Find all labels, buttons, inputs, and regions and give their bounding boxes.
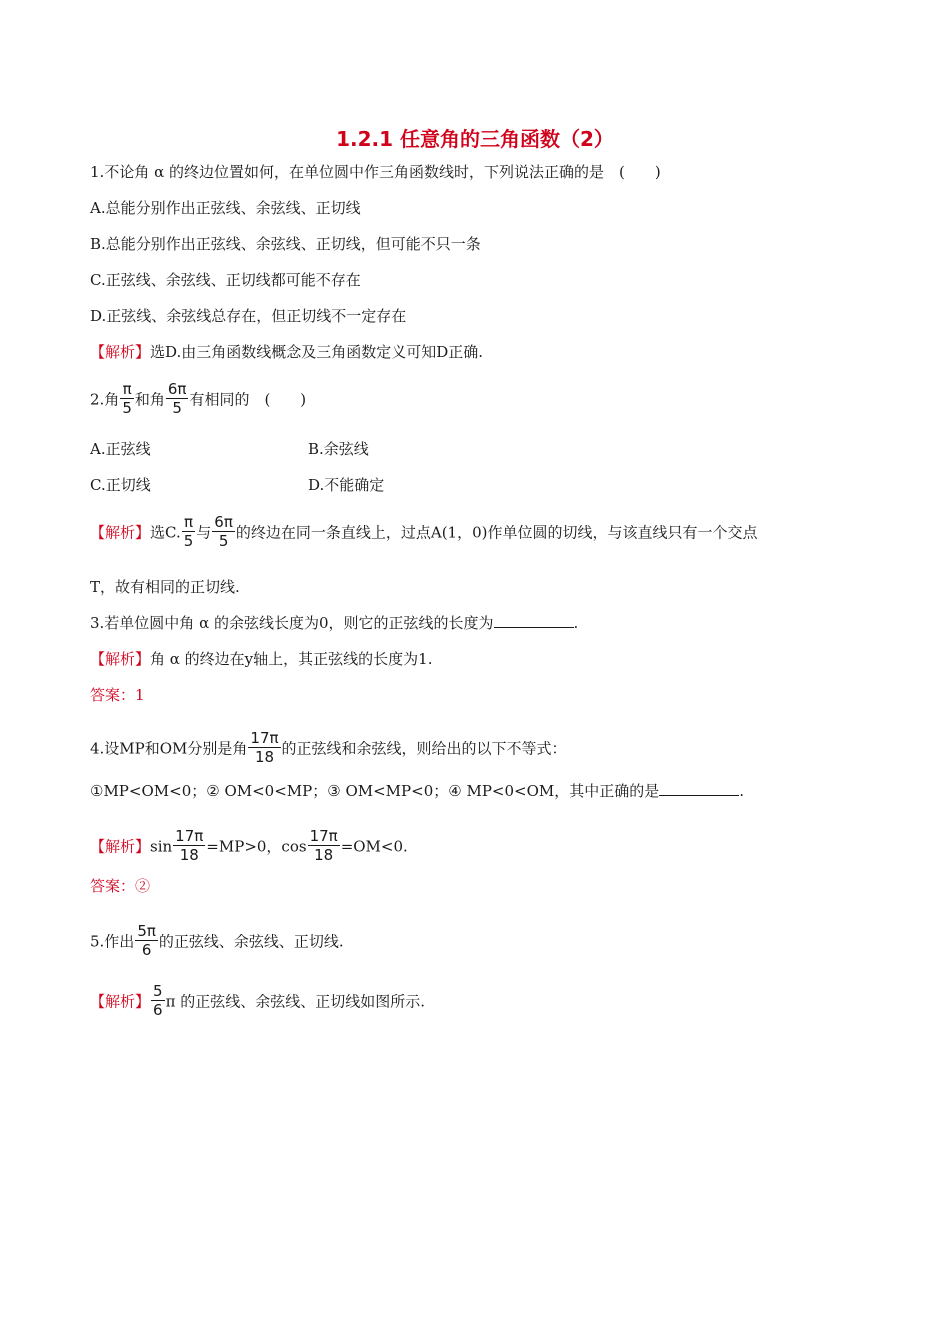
analysis-tag: 【解析】: [90, 523, 151, 542]
q3-analysis: [90, 649, 432, 669]
q2-analysis-mid: 与: [196, 523, 212, 542]
q4-pre: 4.设MP和OM分别是角: [90, 739, 248, 758]
fraction-denominator: 5: [122, 399, 132, 417]
fraction-denominator: 5: [183, 532, 194, 550]
q2-stem: [90, 382, 306, 419]
q4-options: [90, 781, 744, 801]
q5-analysis-post: π 的正弦线、余弦线、正切线如图所示.: [165, 992, 425, 1011]
q3-analysis-text: 角 α 的终边在y轴上，其正弦线的长度为1.: [150, 650, 433, 668]
fraction-denominator: 6: [153, 1001, 163, 1019]
q2-post: 有相同的 ( ): [189, 390, 307, 409]
q2-analysis-pre: 选C.: [150, 523, 181, 542]
analysis-tag: 【解析】: [90, 992, 151, 1011]
q4-analysis-sin: sin: [150, 837, 173, 856]
q4-options-text: ①MP<OM<0；② OM<0<MP；③ OM<MP<0；④ MP<0<OM，其中正确的是: [90, 782, 660, 800]
fraction: [212, 513, 235, 550]
q3-answer: 答案：1: [90, 686, 145, 704]
q2-analysis-line2: T，故有相同的正切线.: [90, 578, 240, 596]
q2-mid: 和角: [134, 390, 165, 409]
fraction: [120, 380, 134, 417]
answer-blank: [659, 781, 739, 796]
fraction: [151, 982, 165, 1019]
q3-stem-text: 3.若单位圆中角 α 的余弦线长度为0，则它的正弦线的长度为: [90, 614, 494, 632]
q2-analysis: [90, 515, 758, 552]
q3-stem-end: .: [573, 614, 579, 632]
fraction-numerator: 6π: [214, 513, 233, 531]
q5-stem: [90, 924, 344, 961]
fraction-denominator: 18: [248, 747, 280, 766]
q2-option-c: C.正切线: [90, 476, 151, 494]
fraction: [308, 827, 340, 864]
q2-analysis-post: 的终边在同一条直线上，过点A(1，0)作单位圆的切线，与该直线只有一个交点: [235, 523, 758, 542]
fraction: [182, 513, 196, 550]
q4-analysis-post: =OM<0.: [340, 837, 408, 856]
fraction-numerator: 5π: [137, 922, 156, 940]
answer-blank: [494, 613, 574, 628]
fraction: [135, 922, 158, 959]
fraction: [166, 380, 189, 417]
q2-option-a: A.正弦线: [90, 440, 151, 458]
q4-analysis-mid: =MP>0，cos: [206, 837, 307, 856]
analysis-tag: 【解析】: [90, 343, 151, 361]
fraction-numerator: π: [183, 513, 194, 531]
q2-pre: 2.角: [90, 390, 120, 409]
fraction-denominator: 5: [212, 531, 235, 550]
q3-stem: [90, 613, 578, 633]
fraction: [248, 729, 280, 766]
q2-option-d: D.不能确定: [308, 476, 385, 494]
q1-analysis-text: 选D.由三角函数线概念及三角函数定义可知D正确.: [150, 343, 484, 361]
q4-answer: 答案：②: [90, 877, 151, 895]
q4-options-end: .: [739, 782, 745, 800]
q4-analysis: [90, 829, 408, 866]
q1-stem: 1.不论角 α 的终边位置如何，在单位圆中作三角函数线时，下列说法正确的是 ( ): [90, 163, 661, 181]
q5-post: 的正弦线、余弦线、正切线.: [158, 932, 344, 951]
q1-option-a: A.总能分别作出正弦线、余弦线、正切线: [90, 199, 361, 217]
fraction-numerator: 6π: [167, 380, 187, 398]
fraction-numerator: 5: [153, 982, 163, 1000]
fraction-denominator: 6: [135, 940, 158, 959]
q2-option-b: B.余弦线: [308, 440, 369, 458]
analysis-tag: 【解析】: [90, 650, 151, 668]
fraction: [173, 827, 205, 864]
q1-option-d: D.正弦线、余弦线总存在，但正切线不一定存在: [90, 307, 407, 325]
q5-pre: 5.作出: [90, 932, 135, 951]
q1-analysis: [90, 342, 483, 362]
fraction-numerator: 17π: [175, 827, 204, 845]
fraction-numerator: 17π: [309, 827, 338, 845]
q1-option-c: C.正弦线、余弦线、正切线都可能不存在: [90, 271, 361, 289]
q4-post: 的正弦线和余弦线，则给出的以下不等式：: [281, 739, 567, 758]
fraction-denominator: 18: [173, 845, 205, 864]
fraction-numerator: 17π: [250, 729, 279, 747]
page-title: 1.2.1 任意角的三角函数（2）: [336, 127, 614, 151]
fraction-denominator: 18: [308, 845, 340, 864]
fraction-numerator: π: [122, 380, 132, 398]
q1-option-b: B.总能分别作出正弦线、余弦线、正切线，但可能不只一条: [90, 235, 481, 253]
analysis-tag: 【解析】: [90, 837, 151, 856]
fraction-denominator: 5: [166, 398, 189, 417]
q5-analysis: [90, 984, 425, 1021]
q4-stem: [90, 731, 567, 768]
